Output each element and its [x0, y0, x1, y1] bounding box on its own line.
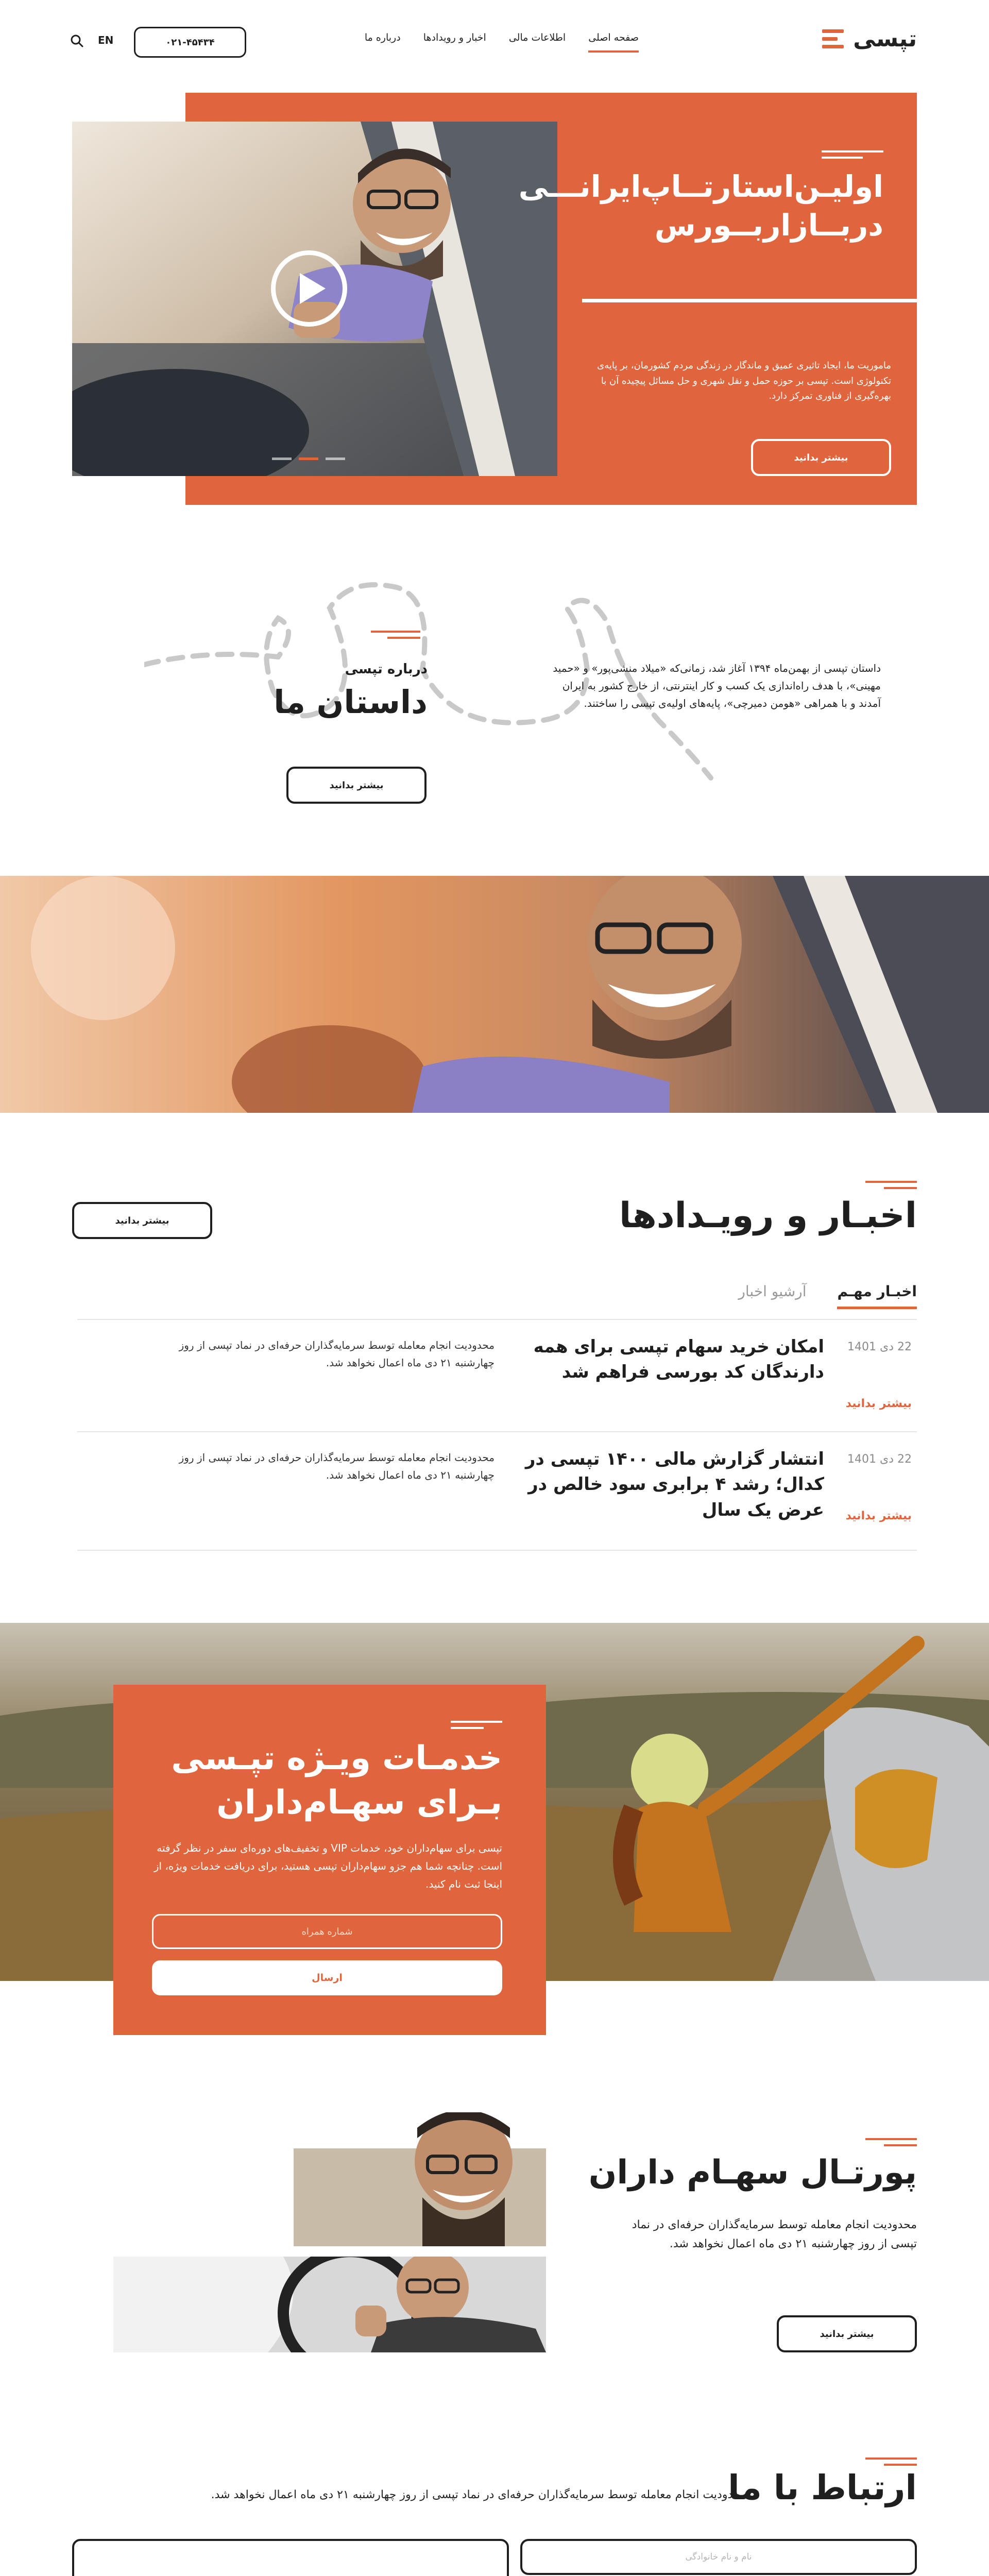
- news-date: 22 دی 1401: [847, 1341, 912, 1353]
- contact-title: ارتباط با ما: [728, 2468, 917, 2507]
- hero-title: [519, 167, 883, 245]
- hero-title-line1: اولیـن‌استارتــاپ‌ایرانـــی: [518, 169, 883, 204]
- site-header: [0, 0, 989, 82]
- portal-description: محدودیت انجام معامله توسط سرمایه‌گذاران حرفه‌ای در نماد تپسی از روز چهارشنبه ۲۱ دی ماه اعمال نخواهد شد.: [632, 2218, 917, 2251]
- hero-title-decor: [822, 150, 883, 159]
- hero-title-line2: دربــازاربــورس: [654, 208, 883, 243]
- tab-news-archive[interactable]: آرشیو اخبار: [738, 1283, 807, 1300]
- news-summary: محدودیت انجام معامله توسط سرمایه‌گذاران حرفه‌ای در نماد تپسی از روز چهارشنبه ۲۱ دی ماه اعمال نخواهد شد.: [179, 1451, 494, 1481]
- slider-dot-active[interactable]: [299, 457, 318, 460]
- services-send-button[interactable]: ارسال: [152, 1960, 502, 1995]
- nav-item-about[interactable]: درباره ما: [364, 32, 401, 43]
- contact-message-textarea[interactable]: [72, 2539, 509, 2576]
- search-icon[interactable]: [70, 34, 83, 47]
- nav-item-financial-info[interactable]: اطلاعات مالی: [508, 32, 566, 43]
- services-phone-input[interactable]: شماره همراه: [152, 1914, 502, 1949]
- contact-name-input[interactable]: نام و نام خانوادگی: [520, 2539, 917, 2575]
- play-icon[interactable]: [271, 250, 347, 327]
- news-more-link[interactable]: بیشتر بدانید: [845, 1397, 912, 1410]
- portal-title-decor: [865, 2138, 917, 2146]
- nav-item-home[interactable]: صفحه اصلی: [588, 32, 639, 53]
- news-summary: محدودیت انجام معامله توسط سرمایه‌گذاران حرفه‌ای در نماد تپسی از روز چهارشنبه ۲۱ دی ماه اعمال نخواهد شد.: [179, 1339, 494, 1369]
- hero-slider-dots: [272, 457, 345, 460]
- services-title-decor: [451, 1721, 502, 1729]
- phone-button[interactable]: ۰۲۱-۴۵۴۳۴: [134, 27, 246, 58]
- news-title: اخبـار و رویـدادها: [619, 1195, 917, 1236]
- hero-divider: [582, 299, 917, 302]
- logo-mark-icon: [822, 29, 844, 48]
- news-more-link[interactable]: بیشتر بدانید: [845, 1510, 912, 1522]
- slider-dot[interactable]: [272, 457, 292, 460]
- news-tabs: [738, 1283, 917, 1309]
- story-learn-more-button[interactable]: بیشتر بدانید: [286, 767, 427, 804]
- news-headline[interactable]: انتشار گزارش مالی ۱۴۰۰ تپسی در کدال؛ رشد ۴ برابری سود خالص در عرض یک سال: [525, 1449, 824, 1520]
- news-divider: [77, 1550, 917, 1551]
- contact-description: محدودیت انجام معامله توسط سرمایه‌گذاران حرفه‌ای در نماد تپسی از روز چهارشنبه ۲۱ دی ماه اعمال نخواهد شد.: [211, 2488, 747, 2501]
- news-item[interactable]: [77, 1320, 917, 1438]
- language-switch[interactable]: EN: [98, 34, 114, 46]
- services-title-line2: بـرای سهـام‌داران: [216, 1784, 502, 1822]
- portal-learn-more-button[interactable]: بیشتر بدانید: [777, 2315, 917, 2352]
- banner-image: [0, 876, 989, 1113]
- story-kicker: درباره تپسی: [345, 662, 428, 677]
- news-headline[interactable]: امکان خرید سهام تپسی برای همه دارندگان کد بورسی فراهم شد: [533, 1336, 824, 1383]
- news-learn-more-button[interactable]: بیشتر بدانید: [72, 1202, 212, 1239]
- story-title: داستان ما: [274, 683, 428, 721]
- services-description: تپسی برای سهام‌داران خود، خدمات VIP و تخفیف‌های دوره‌ای سفر در نظر گرفته است. چنانچه شما هم جزو سهام‌داران تپسی هستید، برای دریافت خدمات ویژه، از اینجا ثبت نام کنید.: [154, 1842, 502, 1890]
- slider-dot[interactable]: [326, 457, 345, 460]
- hero-learn-more-button[interactable]: بیشتر بدانید: [751, 439, 891, 476]
- site-logo[interactable]: [822, 26, 917, 52]
- services-title: [171, 1736, 502, 1825]
- portal-image-man-driving: [113, 2257, 546, 2352]
- portal-title: پورتـال سهـام داران: [588, 2154, 917, 2192]
- portal-image-man-smiling: [294, 2112, 546, 2246]
- tab-important-news[interactable]: اخبـار مهـم: [837, 1283, 917, 1309]
- hero-description: ماموریت ما، ایجاد تاثیری عمیق و ماندگار در زندگی مردم کشورمان، بر پایه‌ی تکنولوژی است. تپسی بر حوزه حمل و نقل شهری و حل مسائل پیچیده آن با بهره‌گیری از فناوری تمرکز دارد.: [597, 360, 891, 402]
- news-title-decor: [865, 1181, 917, 1189]
- news-item[interactable]: [77, 1432, 917, 1551]
- story-text: داستان تپسی از بهمن‌ماه ۱۳۹۴ آغاز شد، زمانی‌که «میلاد منشی‌پور» و «حمید مهینی»، با هدف راه‌اندازی یک کسب و کار اینترنتی، از خارج کشور به ایران آمدند و با همراهی «هومن دمیرچی»، پایه‌های اولیه‌ی تپسی را ساختند.: [553, 662, 881, 709]
- contact-title-decor: [865, 2458, 917, 2466]
- services-title-line1: خدمـات ویـژه تپـسی: [171, 1739, 502, 1777]
- nav-item-news-events[interactable]: اخبار و رویدادها: [423, 32, 486, 43]
- news-date: 22 دی 1401: [847, 1453, 912, 1466]
- main-nav: [365, 32, 639, 53]
- services-card: [113, 1685, 546, 2035]
- story-kicker-decor: [371, 631, 420, 639]
- logo-text: تپسی: [853, 26, 917, 52]
